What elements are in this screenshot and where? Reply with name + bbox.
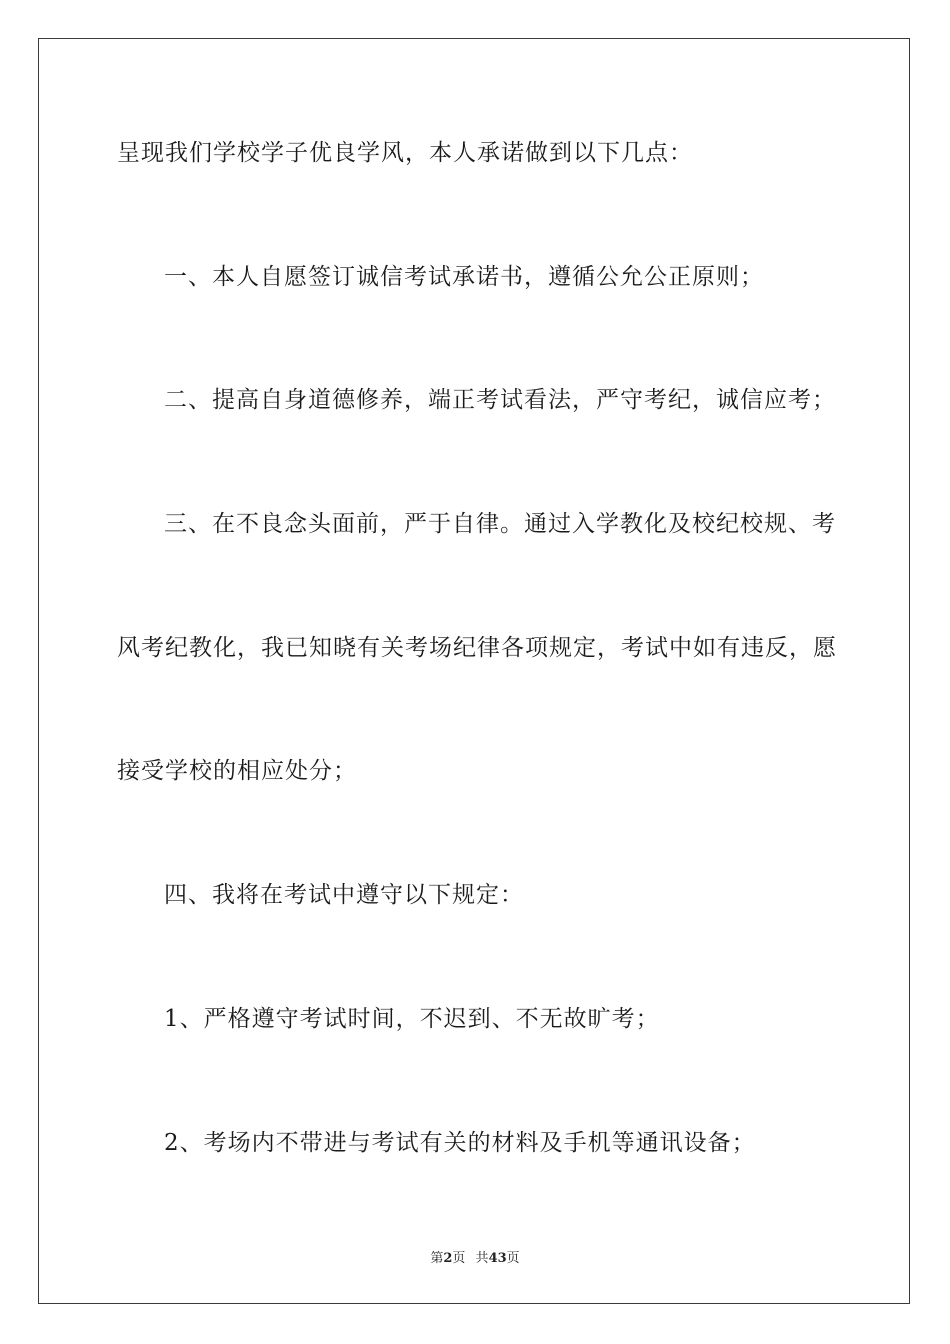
text-line-item-3: 三、在不良念头面前，严于自律。通过入学教化及校纪校规、考 xyxy=(164,511,836,537)
total-suffix: 页 xyxy=(506,1251,520,1266)
text-line-item-4: 四、我将在考试中遵守以下规定： xyxy=(164,882,524,908)
total-indicator xyxy=(476,1251,520,1266)
text-line-rule-2: 2、考场内不带进与考试有关的材料及手机等通讯设备； xyxy=(164,1130,756,1156)
total-pages: 43 xyxy=(488,1251,507,1266)
page-indicator xyxy=(430,1251,465,1266)
page-suffix: 页 xyxy=(452,1251,466,1266)
text-line-item-1: 一、本人自愿签订诚信考试承诺书，遵循公允公正原则； xyxy=(164,264,764,290)
page-number: 2 xyxy=(443,1251,453,1266)
total-prefix: 共 xyxy=(475,1251,489,1266)
page-footer xyxy=(0,1247,950,1266)
text-line-item-3-cont: 风考纪教化，我已知晓有关考场纪律各项规定，考试中如有违反，愿 xyxy=(117,635,837,661)
page-prefix: 第 xyxy=(430,1251,444,1266)
text-line-item-3-end: 接受学校的相应处分； xyxy=(117,758,357,784)
text-line-intro: 呈现我们学校学子优良学风，本人承诺做到以下几点： xyxy=(117,140,693,166)
text-line-rule-1: 1、严格遵守考试时间，不迟到、不无故旷考； xyxy=(164,1006,660,1032)
page-border xyxy=(38,38,910,1304)
text-line-item-2: 二、提高自身道德修养，端正考试看法，严守考纪，诚信应考； xyxy=(164,387,836,413)
